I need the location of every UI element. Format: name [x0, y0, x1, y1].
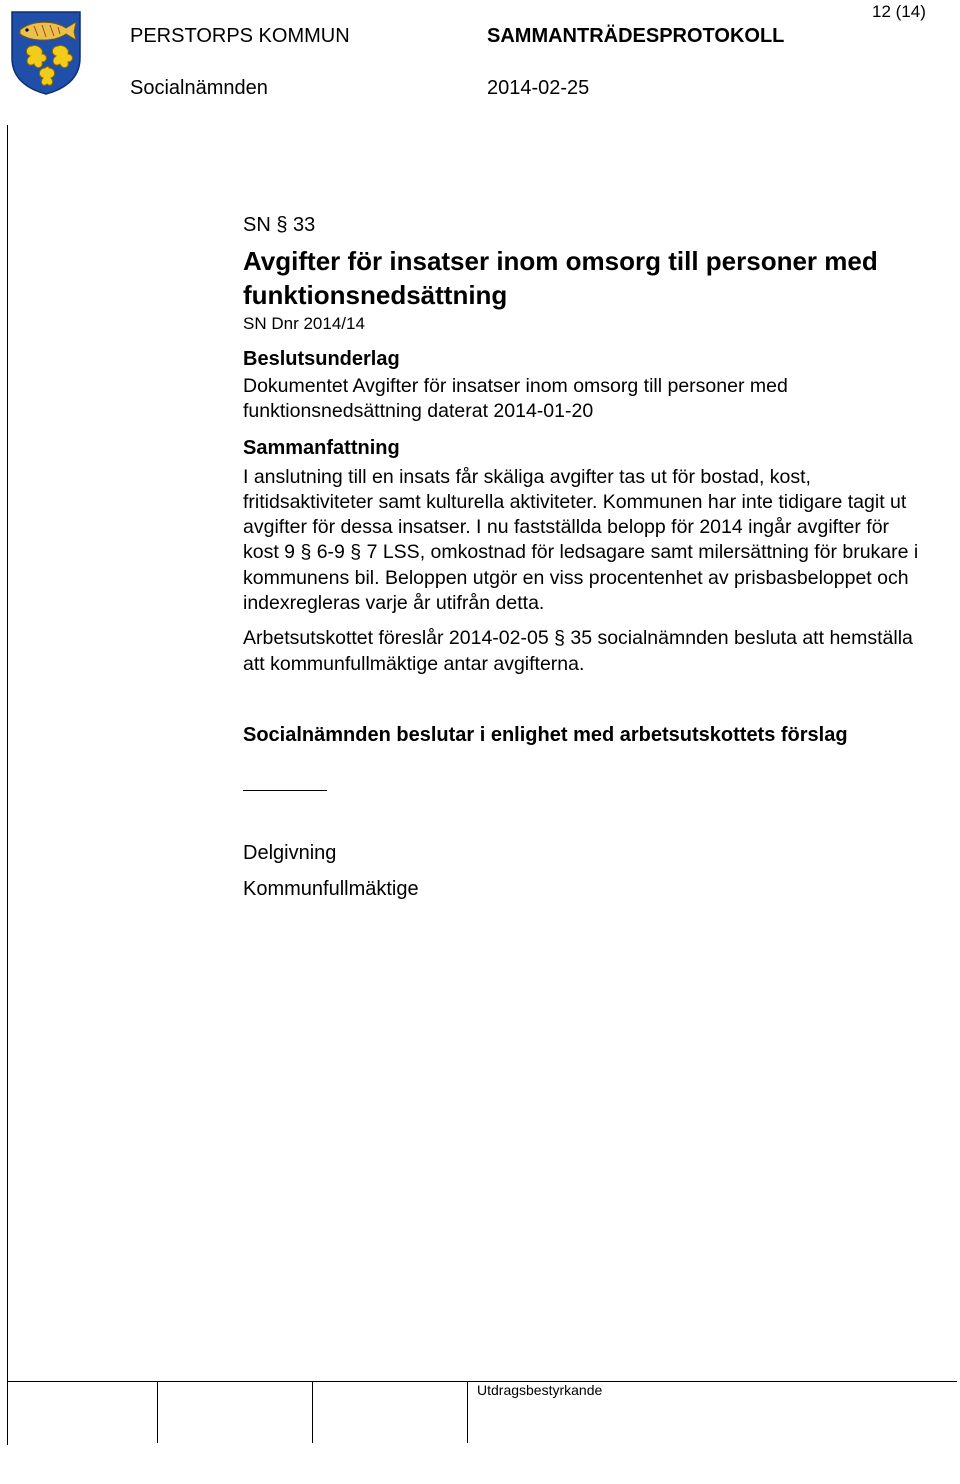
- summary-paragraph-1: I anslutning till en insats får skäliga avgifter tas ut för bostad, kost, fritidsaktiviteter samt kulturella aktiviteter. Kommunen har inte tidigare tagit ut avgifter för dessa insatser. I nu fastställda belopp för 2014 ingår avgifter för kost 9 § 6-9 § 7 LSS, omkostnad för ledsagare samt milersättning för brukare i kommunens bil. Beloppen utgör en viss procentenhet av prisbasbeloppet och indexregleras varje år utifrån detta.: [243, 465, 919, 615]
- left-margin-line: [7, 125, 8, 1445]
- footer-divider-2: [312, 1381, 313, 1443]
- meeting-date: 2014-02-25: [487, 77, 590, 99]
- summary-heading: Sammanfattning: [243, 436, 400, 459]
- delivery-recipient: Kommunfullmäktige: [243, 877, 419, 900]
- decision-text: Socialnämnden beslutar i enlighet med arbetsutskottets förslag: [243, 723, 848, 746]
- delivery-heading: Delgivning: [243, 841, 337, 864]
- municipality-name: PERSTORPS KOMMUN: [130, 25, 350, 47]
- summary-paragraph-2: Arbetsutskottet föreslår 2014-02-05 § 35 socialnämnden besluta att hemställa att kommunfullmäktige antar avgifterna.: [243, 627, 913, 675]
- registration-number: SN Dnr 2014/14: [243, 314, 365, 333]
- separator-rule: [243, 790, 327, 791]
- document-type: SAMMANTRÄDESPROTOKOLL: [487, 25, 785, 47]
- basis-text: Dokumentet Avgifter för insatser inom omsorg till personer med funktionsnedsättning daterat 2014-01-20: [243, 375, 788, 423]
- municipal-crest-logo: [10, 10, 82, 96]
- page-number: 12 (14): [872, 2, 926, 21]
- committee-name: Socialnämnden: [130, 77, 268, 99]
- footer-divider-1: [157, 1381, 158, 1443]
- basis-heading: Beslutsunderlag: [243, 348, 400, 370]
- section-title: Avgifter för insatser inom omsorg till personer med funktionsnedsättning: [243, 246, 878, 310]
- footer-divider-3: [467, 1381, 468, 1443]
- certification-label: Utdragsbestyrkande: [477, 1382, 603, 1398]
- protocol-section: [243, 210, 923, 907]
- section-number: SN § 33: [243, 214, 316, 236]
